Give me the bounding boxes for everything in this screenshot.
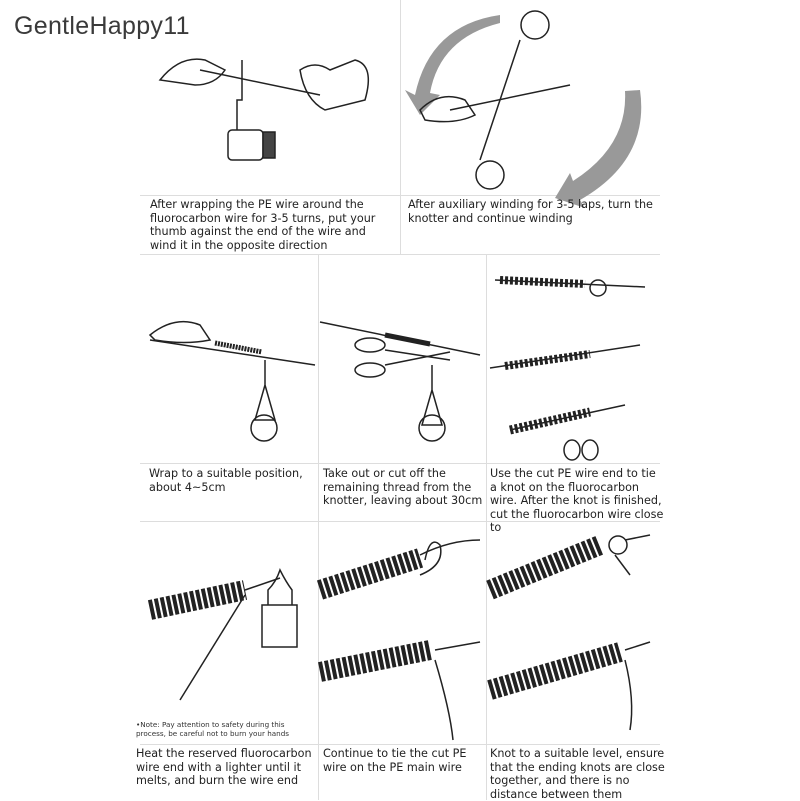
step1-illustration [160, 59, 368, 160]
step7-illustration [320, 540, 480, 740]
step8-caption: Knot to a suitable level, ensure that the ending knots are close together, and there is no distance between them [490, 747, 665, 801]
watermark: GentleHappy11 [14, 12, 190, 40]
step8-illustration [490, 535, 650, 730]
step1-caption: After wrapping the PE wire around the fluorocarbon wire for 3-5 turns, put your thumb against the end of the wire and wind it in the opposite direction [150, 198, 376, 252]
step4-illustration [320, 322, 480, 441]
step2-caption: After auxiliary winding for 3-5 laps, turn the knotter and continue winding [408, 198, 653, 225]
step6-illustration [150, 570, 297, 700]
step6-caption: Heat the reserved fluorocarbon wire end with a lighter until it melts, and burn the wire end [136, 747, 312, 787]
step7-caption: Continue to tie the cut PE wire on the PE main wire [323, 747, 467, 774]
step3-illustration [150, 322, 315, 441]
safety-note: •Note: Pay attention to safety during this process, be careful not to burn your hands [136, 720, 290, 738]
step5-caption: Use the cut PE wire end to tie a knot on the fluorocarbon wire. After the knot is finished, cut the fluorocarbon wire close to [490, 467, 664, 534]
step5-illustration [490, 280, 645, 460]
step3-caption: Wrap to a suitable position, about 4~5cm [149, 467, 303, 494]
step2-illustration [405, 11, 641, 208]
step4-caption: Take out or cut off the remaining thread from the knotter, leaving about 30cm [323, 467, 483, 507]
